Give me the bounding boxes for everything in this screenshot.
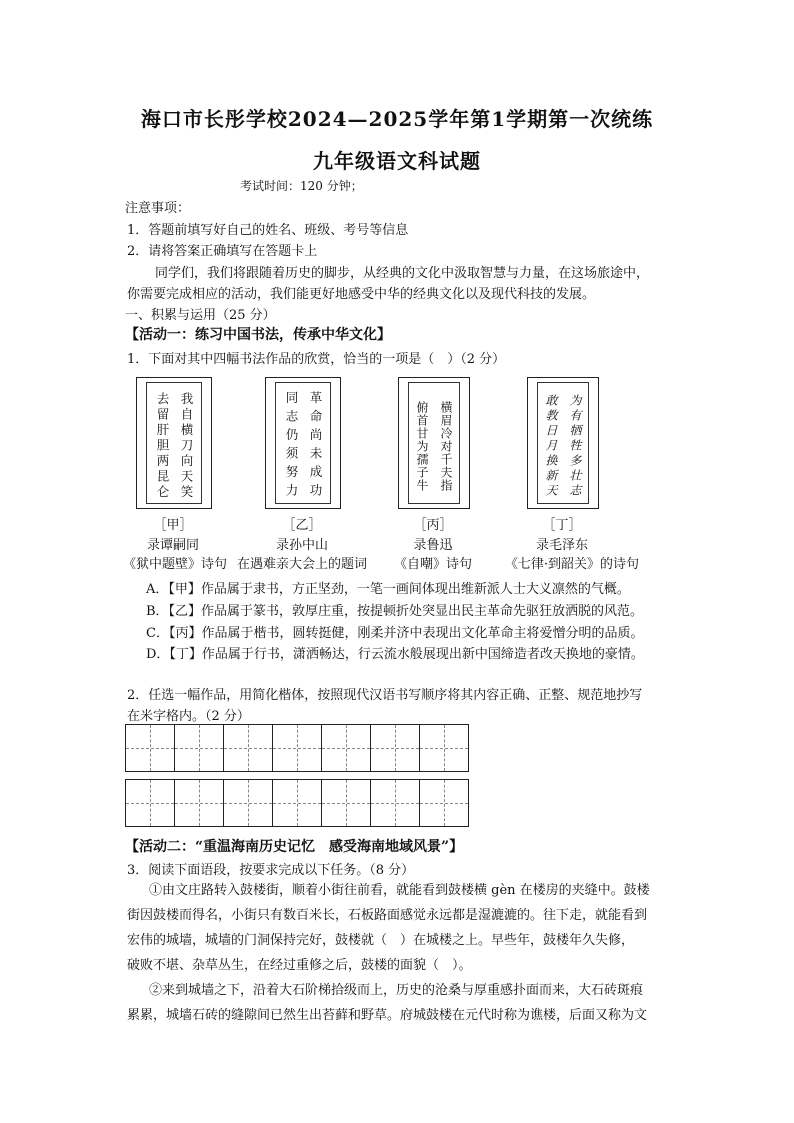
calligraphy-work: 《自嘲》诗句: [393, 557, 472, 572]
calligraphy-jia: [136, 377, 212, 509]
option-d: D．【丁】作品属于行书，潇洒畅达，行云流水般展现出新中国缔造者改天换地的豪情。: [146, 647, 644, 662]
page-subtitle: 九年级语文科试题: [313, 149, 481, 173]
calligraphy-author: 录孙中山: [275, 538, 328, 553]
calligraphy-column-left: 同志仍须努力: [284, 390, 299, 502]
calligraphy-column-right: 横眉冷对千夫指: [439, 400, 453, 492]
calligraphy-work: 在遇难亲大会上的题词: [236, 557, 367, 572]
calligraphy-author: 录鲁迅: [413, 538, 453, 553]
calligraphy-column-left: 去留肝胆两昆仑: [155, 391, 170, 501]
activity-heading: 【活动一：练习中国书法，传承中华文化】: [125, 327, 391, 343]
calligraphy-column-right: 我自横刀向天笑: [179, 391, 194, 501]
writing-grid-row[interactable]: [125, 779, 469, 827]
calligraphy-label: ［丁］: [542, 518, 582, 533]
calligraphy-column-right: 为有牺牲多壮志: [568, 393, 582, 499]
calligraphy-work: 《狱中题壁》诗句: [123, 557, 228, 572]
question-2-cont: 在米字格内。（2 分）: [127, 709, 250, 724]
calligraphy-label: ［丙］: [413, 518, 453, 533]
calligraphy-author: 录谭嗣同: [146, 538, 199, 553]
section-heading: 一、积累与运用（25 分）: [125, 308, 276, 323]
question-3: 3．阅读下面语段，按要求完成以下任务。（8 分）: [127, 863, 415, 878]
calligraphy-ding: [527, 377, 599, 509]
passage: [127, 878, 677, 1028]
exam-time: 考试时间：120 分钟；: [240, 179, 363, 193]
notes-heading: 注意事项：: [125, 201, 191, 216]
calligraphy-label: ［甲］: [153, 518, 193, 533]
passage-line: 宏伟的城墙，城墙的门洞保持完好，鼓楼就（ ）在城楼之上。早些年，鼓楼年久失修，: [127, 933, 635, 948]
calligraphy-work: 《七律·到韶关》的诗句: [504, 557, 640, 572]
question-1: 1．下面对其中四幅书法作品的欣赏，恰当的一项是（ ）（2 分）: [127, 352, 506, 367]
calligraphy-author: 录毛泽东: [535, 538, 588, 553]
page-title: 海口市长彤学校2024—2025学年第1学期第一次统练: [140, 107, 654, 131]
question-2: 2．任选一幅作品，用简化楷体，按照现代汉语书写顺序将其内容正确、正整、规范地抄写: [127, 688, 643, 703]
passage-line: 破败不堪、杂草丛生，在经过重修之后，鼓楼的面貌（ ）。: [127, 958, 472, 973]
activity-heading: 【活动二：“重温海南历史记忆 感受海南地域风景”】: [125, 839, 464, 855]
calligraphy-label: ［乙］: [282, 518, 322, 533]
note-item: 2．请将答案正确填写在答题卡上: [127, 244, 318, 259]
calligraphy-yi: [265, 377, 341, 509]
intro-line: 同学们，我们将跟随着历史的脚步，从经典的文化中汲取智慧与力量，在这场旅途中，: [155, 266, 650, 281]
passage-line: ①由文庄路转入鼓楼街，顺着小街往前看，就能看到鼓楼横 gèn 在楼房的夹缝中。鼓楼: [149, 883, 650, 898]
passage-line: ②来到城墙之下，沿着大石阶梯拾级而上，历史的沧桑与厚重感扑面而来，大石砖斑痕: [149, 983, 644, 998]
note-item: 1．答题前填写好自己的姓名、班级、考号等信息: [127, 223, 409, 238]
calligraphy-column-left: 俯首甘为孺子牛: [415, 400, 429, 492]
calligraphy-column-left: 敢教日月换新天: [544, 393, 558, 499]
option-a: A．【甲】作品属于隶书，方正坚劲，一笔一画间体现出维新派人士大义凛然的气概。: [146, 582, 630, 597]
option-c: C．【丙】作品属于楷书，圆转挺健，刚柔并济中表现出文化革命主将爱憎分明的品质。: [146, 626, 644, 641]
writing-grid-row[interactable]: [125, 724, 469, 772]
calligraphy-column-right: 革命尚未成功: [308, 390, 323, 502]
passage-line: 累累，城墙石砖的缝隙间已然生出苔藓和野草。府城鼓楼在元代时称为谯楼，后面又称为文: [127, 1008, 648, 1023]
intro-line: 你需要完成相应的活动，我们能更好地感受中华的经典文化以及现代科技的发展。: [127, 287, 596, 302]
option-b: B．【乙】作品属于篆书，敦厚庄重，按提顿折处突显出民主革命先驱狂放洒脱的风范。: [146, 604, 644, 619]
passage-line: 街因鼓楼而得名，小街只有数百米长，石板路面感觉永远都是湿漉漉的。往下走，就能看到: [127, 908, 648, 923]
calligraphy-bing: [398, 377, 470, 509]
